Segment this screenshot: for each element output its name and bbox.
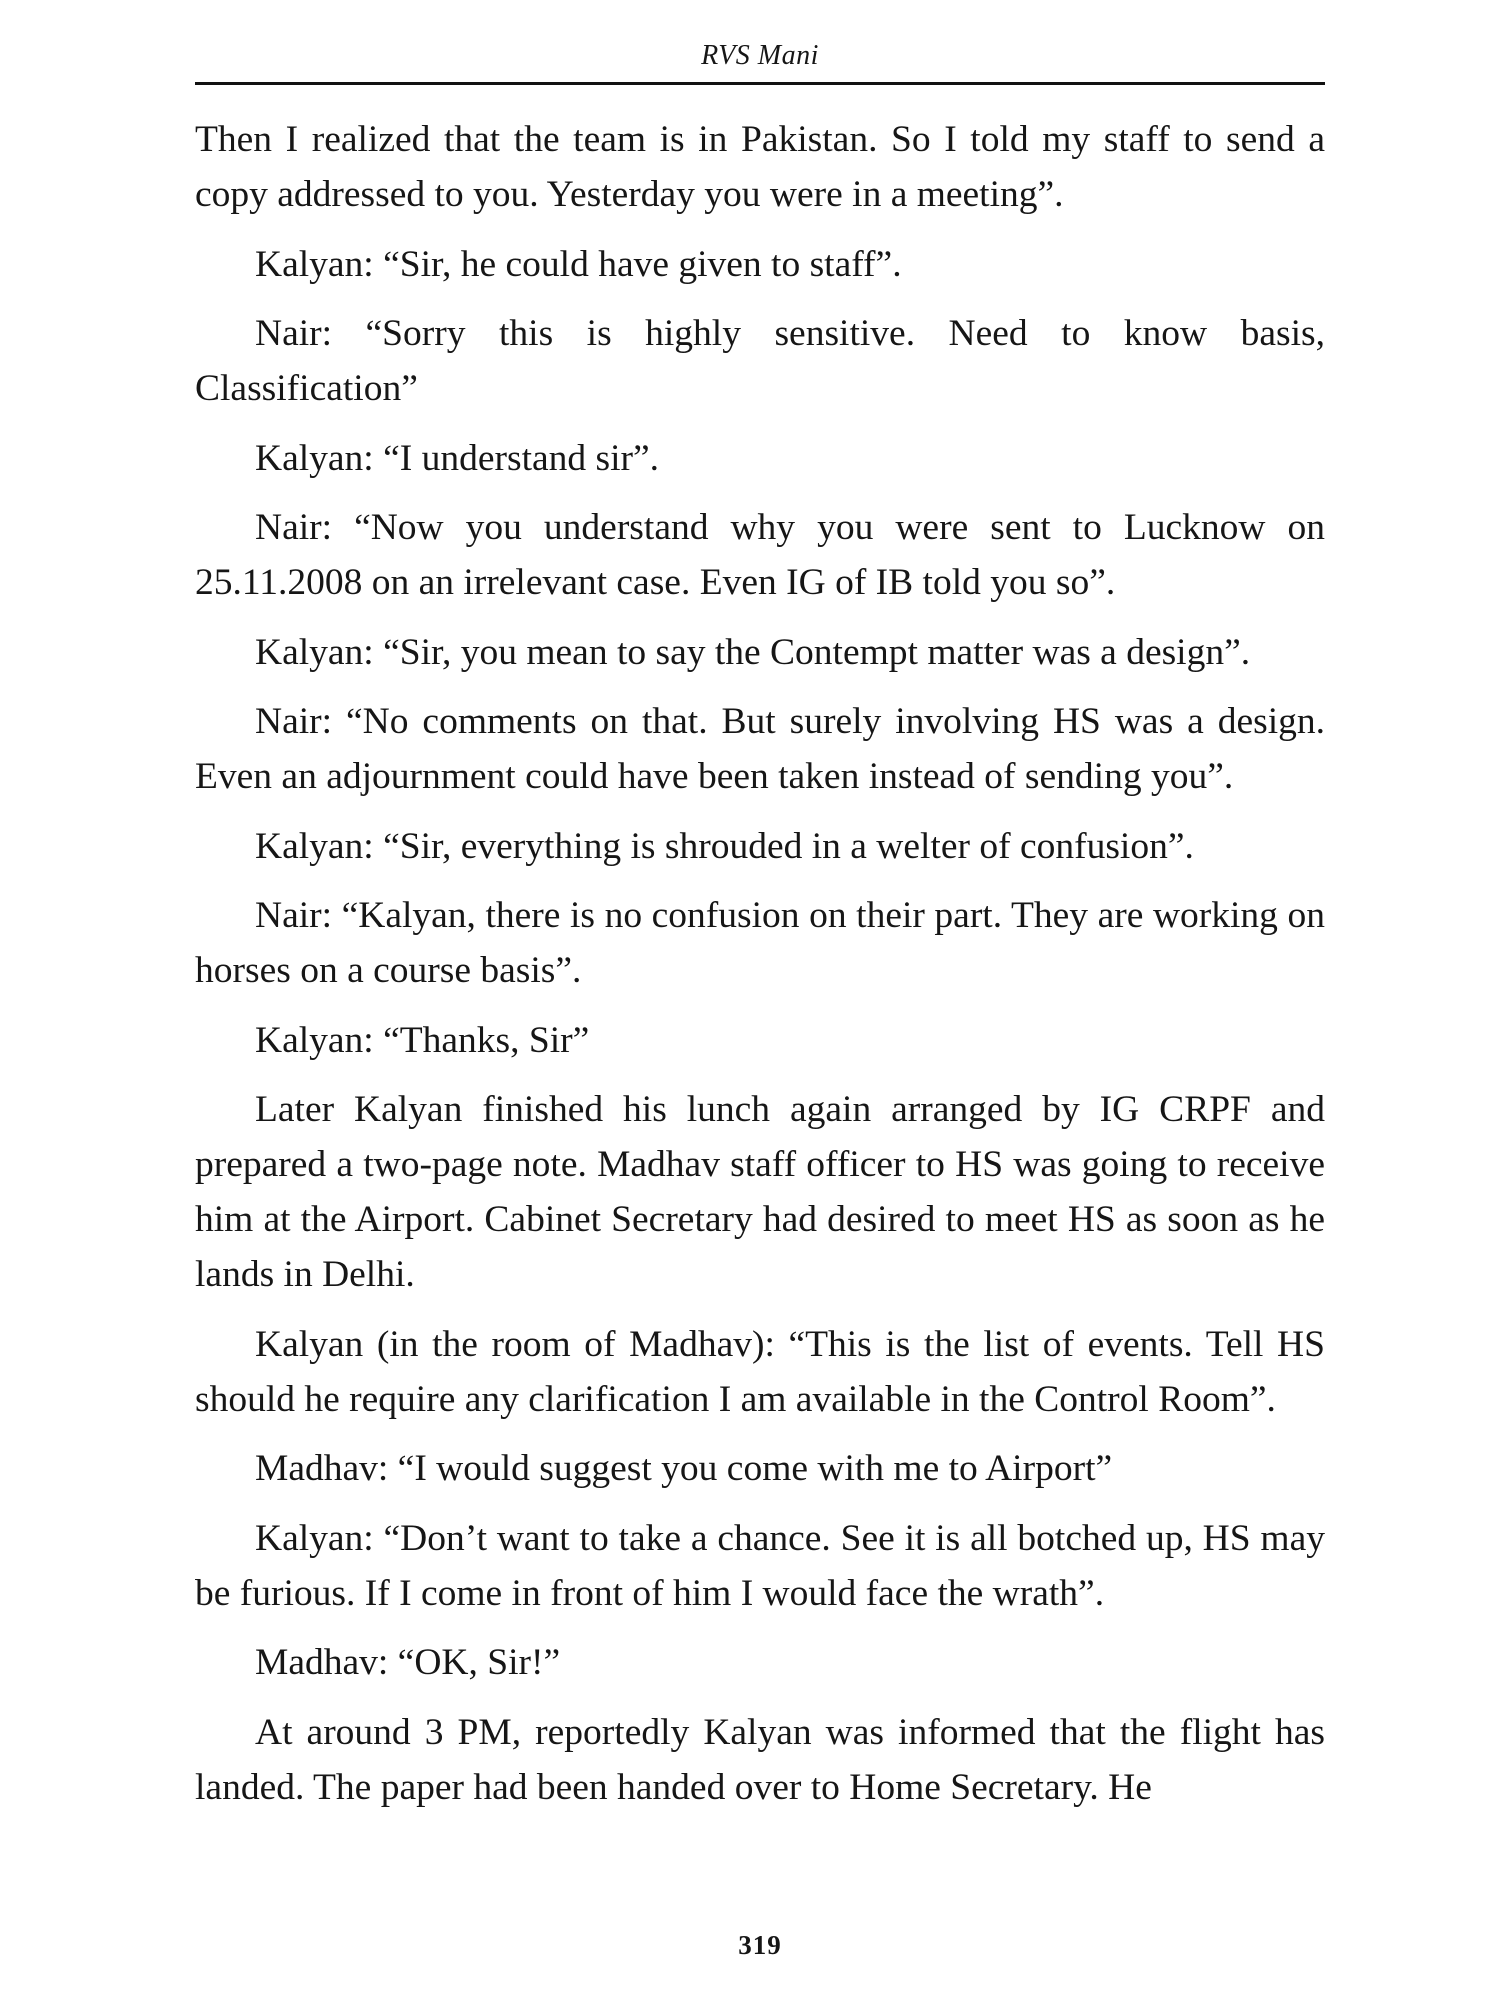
paragraph: Kalyan: “Sir, everything is shrouded in a welter of confusion”.: [255, 825, 1194, 867]
paragraph: Then I realized that the team is in Pakistan. So I told my staff to send a copy addressed to you. Yesterday you were in a meeting”.: [195, 119, 1325, 215]
body-text: [195, 112, 1325, 1829]
paragraph: Nair: “Kalyan, there is no confusion on their part. They are working on horses on a course basis”.: [195, 895, 1325, 991]
paragraph: Kalyan: “Don’t want to take a chance. See it is all botched up, HS may be furious. If I come in front of him I would face the wrath”.: [195, 1517, 1325, 1614]
book-page: [195, 0, 1325, 2000]
page-number: 319: [738, 1930, 782, 1960]
paragraph: Kalyan: “I understand sir”.: [255, 437, 660, 479]
paragraph: Kalyan (in the room of Madhav): “This is the list of events. Tell HS should he require any clarification I am available in the Control Room”.: [195, 1323, 1325, 1420]
paragraph: Madhav: “I would suggest you come with me to Airport”: [255, 1448, 1113, 1489]
paragraph: Later Kalyan finished his lunch again arranged by IG CRPF and prepared a two-page note. Madhav staff officer to HS was going to receive him at the Airport. Cabinet Secretary had desired to meet HS as soon as he lands in Delhi.: [195, 1089, 1325, 1295]
paragraph: Madhav: “OK, Sir!”: [255, 1642, 561, 1683]
header-rule: [195, 82, 1325, 85]
paragraph: Kalyan: “Sir, you mean to say the Contempt matter was a design”.: [255, 631, 1251, 673]
paragraph: Nair: “Sorry this is highly sensitive. Need to know basis, Classification”: [195, 313, 1325, 409]
running-head: RVS Mani: [701, 40, 819, 71]
paragraph: Kalyan: “Sir, he could have given to staff”.: [255, 243, 902, 285]
paragraph: Nair: “No comments on that. But surely involving HS was a design. Even an adjournment could have been taken instead of sending you”.: [195, 701, 1325, 797]
paragraph: At around 3 PM, reportedly Kalyan was informed that the flight has landed. The paper had been handed over to Home Secretary. He: [195, 1711, 1325, 1808]
paragraph: Kalyan: “Thanks, Sir”: [255, 1019, 590, 1061]
paragraph: Nair: “Now you understand why you were sent to Lucknow on 25.11.2008 on an irrelevant case. Even IG of IB told you so”.: [195, 507, 1325, 603]
